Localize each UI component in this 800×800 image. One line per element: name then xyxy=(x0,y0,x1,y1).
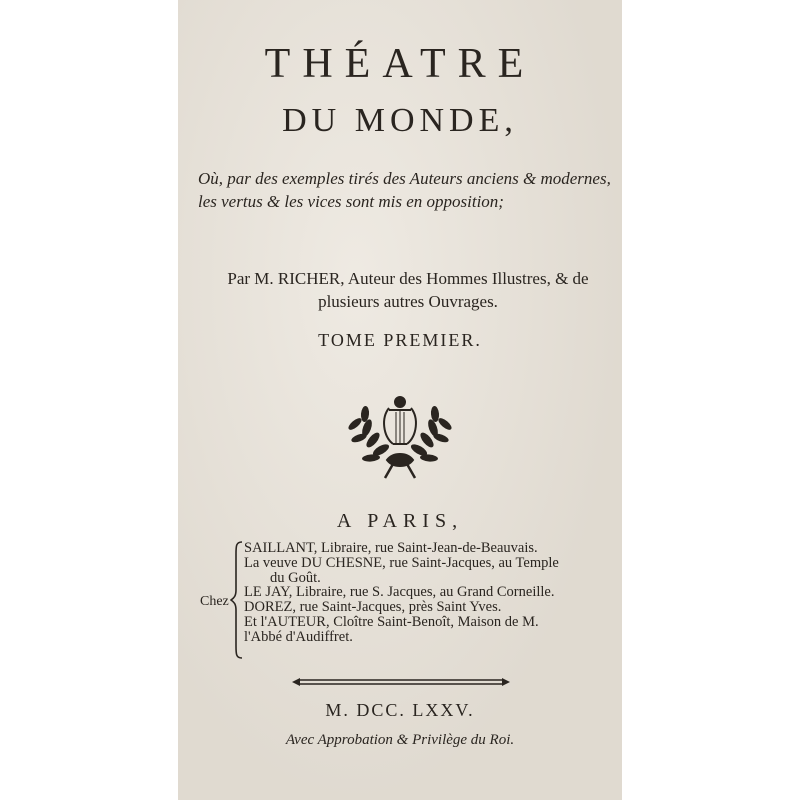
subtitle: Où, par des exemples tirés des Auteurs anciens & modernes, les vertus & les vices sont mis en opposition; xyxy=(198,169,611,211)
privilege-line: Avec Approbation & Privilège du Roi. xyxy=(285,732,515,748)
publisher-line: Et l'AUTEUR, Cloître Saint-Benoît, Maison de M. xyxy=(244,613,539,630)
publisher-list xyxy=(244,541,616,645)
title-line-1: THÉATRE xyxy=(264,41,536,87)
lyre-with-laurel-icon xyxy=(345,388,455,480)
chez-label: Chez xyxy=(200,594,229,609)
author-line: Par M. RICHER, Auteur des Hommes Illustres, & de plusieurs autres Ouvrages. xyxy=(227,269,589,311)
decorative-rule xyxy=(292,676,510,688)
publisher-line: SAILLANT, Libraire, rue Saint-Jean-de-Beauvais. xyxy=(244,540,538,556)
publisher-line: du Goût. xyxy=(270,569,321,586)
publisher-line: DOREZ, rue Saint-Jacques, près Saint Yves. xyxy=(244,599,502,616)
imprint-city: A PARIS, xyxy=(336,510,464,532)
publisher-line: LE JAY, Libraire, rue S. Jacques, au Grand Corneille. xyxy=(244,584,555,601)
title-page xyxy=(178,0,622,800)
publication-date: M. DCC. LXXV. xyxy=(325,700,475,720)
publisher-line: La veuve DU CHESNE, rue Saint-Jacques, au Temple xyxy=(244,554,559,571)
title-line-2: DU MONDE, xyxy=(282,102,518,139)
curly-brace-icon xyxy=(230,540,244,660)
volume-label: TOME PREMIER. xyxy=(318,330,482,350)
publisher-line: l'Abbé d'Audiffret. xyxy=(244,628,353,645)
